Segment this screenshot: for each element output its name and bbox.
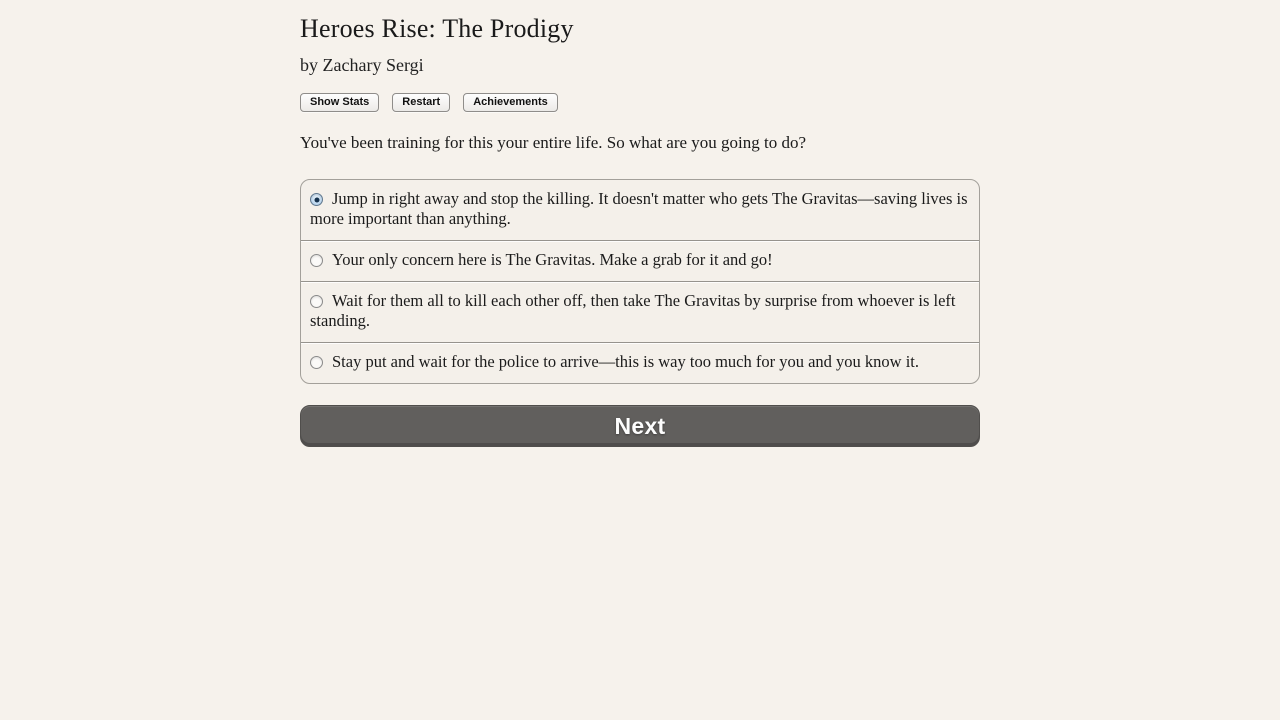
game-page <box>300 0 980 447</box>
achievements-button[interactable]: Achievements <box>463 93 558 112</box>
restart-button[interactable]: Restart <box>392 93 450 112</box>
radio-button-icon[interactable] <box>310 295 323 308</box>
choice-option-label: Stay put and wait for the police to arrive—this is way too much for you and you know it. <box>332 352 920 372</box>
choice-option[interactable] <box>301 180 979 240</box>
author-byline: by Zachary Sergi <box>300 55 424 76</box>
choice-option[interactable] <box>301 240 979 281</box>
story-question: You've been training for this your entire life. So what are you going to do? <box>300 133 807 153</box>
page-title: Heroes Rise: The Prodigy <box>300 14 574 43</box>
choice-option[interactable] <box>301 342 979 383</box>
next-button[interactable]: Next <box>300 405 980 447</box>
choice-option-label: Wait for them all to kill each other off, then take The Gravitas by surprise from whoever is left standing. <box>310 291 956 331</box>
radio-button-icon[interactable] <box>310 193 323 206</box>
choice-options-group <box>300 179 980 384</box>
radio-button-icon[interactable] <box>310 356 323 369</box>
choice-option-label: Your only concern here is The Gravitas. Make a grab for it and go! <box>332 250 773 270</box>
radio-button-icon[interactable] <box>310 254 323 267</box>
choice-option[interactable] <box>301 281 979 342</box>
show-stats-button[interactable]: Show Stats <box>300 93 379 112</box>
choice-option-label: Jump in right away and stop the killing. It doesn't matter who gets The Gravitas—saving lives is more important than anything. <box>310 189 968 229</box>
toolbar <box>300 93 980 112</box>
